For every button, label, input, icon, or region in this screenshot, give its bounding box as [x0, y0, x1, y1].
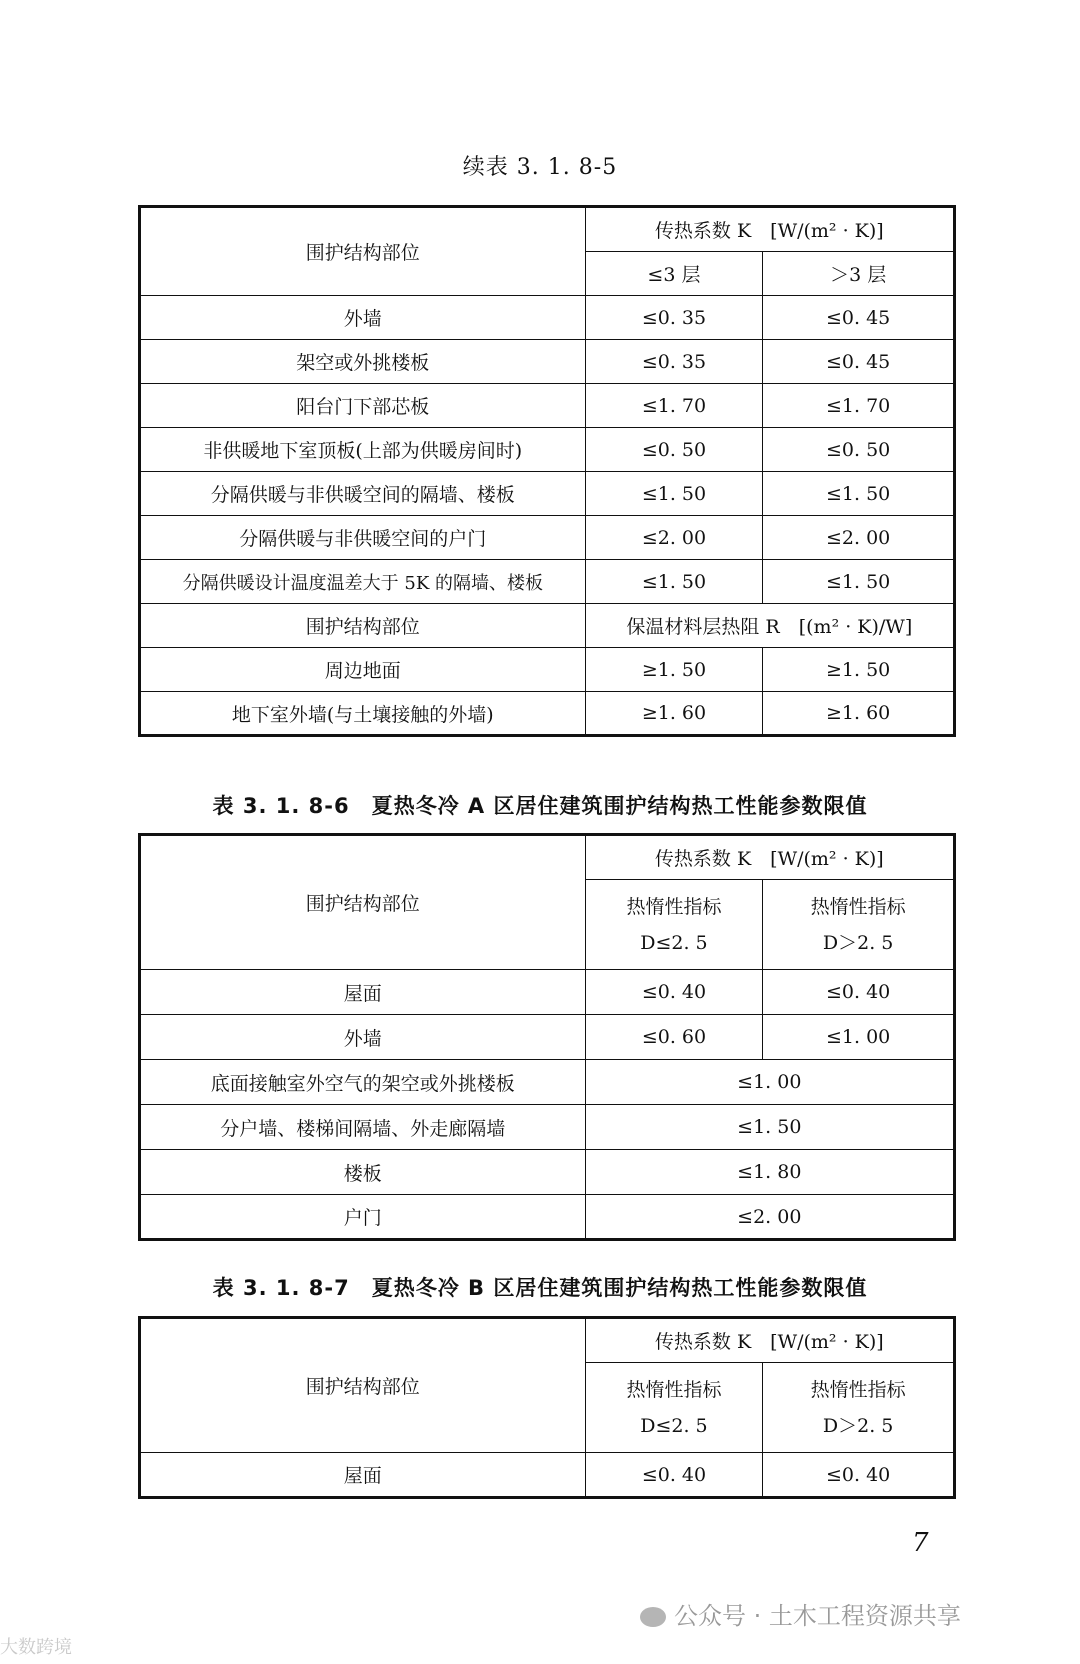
row-name: 分隔供暖设计温度温差大于 5K 的隔墙、楼板	[140, 560, 586, 604]
page-number: 7	[912, 1528, 929, 1558]
wechat-icon	[640, 1607, 666, 1627]
row-value-a: ≤0. 35	[585, 340, 763, 384]
sub2-line1: 热惰性指标	[810, 1378, 906, 1401]
row-value-b: ≤0. 40	[763, 1453, 955, 1498]
table1-sub1: ≤3 层	[585, 252, 763, 296]
row-value-b: ≤1. 00	[763, 1015, 955, 1060]
table-row	[140, 296, 955, 340]
row-name: 分隔供暖与非供暖空间的隔墙、楼板	[140, 472, 586, 516]
table-row	[140, 1015, 955, 1060]
row-name: 户门	[140, 1195, 586, 1240]
sub1-line1: 热惰性指标	[626, 1378, 722, 1401]
row-name: 周边地面	[140, 648, 586, 692]
row-value-a: ≥1. 60	[585, 692, 763, 736]
table-row	[140, 692, 955, 736]
table2-sub1	[585, 880, 763, 970]
row-value-b: ≥1. 60	[763, 692, 955, 736]
table3-header-k: 传热系数 K [W/(m² · K)]	[585, 1318, 954, 1363]
row-value-a: ≤0. 35	[585, 296, 763, 340]
table-row	[140, 970, 955, 1015]
row-value-a: ≤1. 50	[585, 472, 763, 516]
row-value-a: ≤0. 40	[585, 1453, 763, 1498]
row-value: ≤1. 80	[585, 1150, 954, 1195]
table-row	[140, 648, 955, 692]
row-value-b: ≤1. 50	[763, 472, 955, 516]
table3	[138, 1316, 956, 1499]
table3-sub1	[585, 1363, 763, 1453]
table2-sub2	[763, 880, 955, 970]
row-name: 架空或外挑楼板	[140, 340, 586, 384]
table1-sub2: ＞3 层	[763, 252, 955, 296]
sub1-line2: D≤2. 5	[640, 1414, 708, 1437]
table2-header-part: 围护结构部位	[140, 835, 586, 970]
table-row	[140, 340, 955, 384]
row-name: 外墙	[140, 1015, 586, 1060]
sub2-line1: 热惰性指标	[810, 895, 906, 918]
table-row	[140, 384, 955, 428]
watermark-account	[640, 1596, 961, 1631]
row-name: 阳台门下部芯板	[140, 384, 586, 428]
row-name: 楼板	[140, 1150, 586, 1195]
row-value-a: ≤1. 70	[585, 384, 763, 428]
table-row	[140, 516, 955, 560]
row-value-a: ≤0. 50	[585, 428, 763, 472]
table3-header-part: 围护结构部位	[140, 1318, 586, 1453]
row-value-b: ≥1. 50	[763, 648, 955, 692]
row-value-a: ≤0. 40	[585, 970, 763, 1015]
watermark-logo-text: 大数跨境	[0, 1637, 72, 1658]
watermark-text: 公众号 · 土木工程资源共享	[674, 1602, 961, 1630]
row-value: ≤1. 50	[585, 1105, 954, 1150]
table2	[138, 833, 956, 1241]
row-value-b: ≤0. 50	[763, 428, 955, 472]
table1-header2-r: 保温材料层热阻 R [(m² · K)/W]	[585, 604, 954, 648]
row-name: 底面接触室外空气的架空或外挑楼板	[140, 1060, 586, 1105]
table-row	[140, 1195, 955, 1240]
table-row	[140, 1060, 955, 1105]
table3-sub2	[763, 1363, 955, 1453]
row-name: 外墙	[140, 296, 586, 340]
row-value-a: ≤0. 60	[585, 1015, 763, 1060]
row-value-b: ≤1. 70	[763, 384, 955, 428]
row-name: 地下室外墙(与土壤接触的外墙)	[140, 692, 586, 736]
row-name: 屋面	[140, 1453, 586, 1498]
row-name: 分隔供暖与非供暖空间的户门	[140, 516, 586, 560]
table-row	[140, 1453, 955, 1498]
row-name: 屋面	[140, 970, 586, 1015]
table2-header-k: 传热系数 K [W/(m² · K)]	[585, 835, 954, 880]
table1-header2-part: 围护结构部位	[140, 604, 586, 648]
table1-header-part: 围护结构部位	[140, 207, 586, 296]
row-value-b: ≤1. 50	[763, 560, 955, 604]
row-name: 分户墙、楼梯间隔墙、外走廊隔墙	[140, 1105, 586, 1150]
table-row	[140, 560, 955, 604]
row-value: ≤1. 00	[585, 1060, 954, 1105]
row-value-a: ≤2. 00	[585, 516, 763, 560]
row-value-b: ≤0. 45	[763, 340, 955, 384]
table-row	[140, 1105, 955, 1150]
row-value-b: ≤0. 40	[763, 970, 955, 1015]
table2-caption: 表 3. 1. 8-6 夏热冬冷 A 区居住建筑围护结构热工性能参数限值	[212, 794, 868, 818]
table1-caption: 续表 3. 1. 8-5	[462, 155, 618, 180]
row-value-a: ≥1. 50	[585, 648, 763, 692]
table1-header-k: 传热系数 K [W/(m² · K)]	[585, 207, 954, 252]
watermark-logo	[0, 1633, 72, 1659]
row-value-b: ≤2. 00	[763, 516, 955, 560]
table-row	[140, 472, 955, 516]
sub2-line2: D＞2. 5	[822, 931, 894, 954]
sub1-line2: D≤2. 5	[640, 931, 708, 954]
sub1-line1: 热惰性指标	[626, 895, 722, 918]
sub2-line2: D＞2. 5	[822, 1414, 894, 1437]
table-row	[140, 428, 955, 472]
row-value-a: ≤1. 50	[585, 560, 763, 604]
row-name: 非供暖地下室顶板(上部为供暖房间时)	[140, 428, 586, 472]
table3-caption: 表 3. 1. 8-7 夏热冬冷 B 区居住建筑围护结构热工性能参数限值	[212, 1276, 868, 1300]
row-value: ≤2. 00	[585, 1195, 954, 1240]
table1	[138, 205, 956, 737]
table-row	[140, 1150, 955, 1195]
row-value-b: ≤0. 45	[763, 296, 955, 340]
